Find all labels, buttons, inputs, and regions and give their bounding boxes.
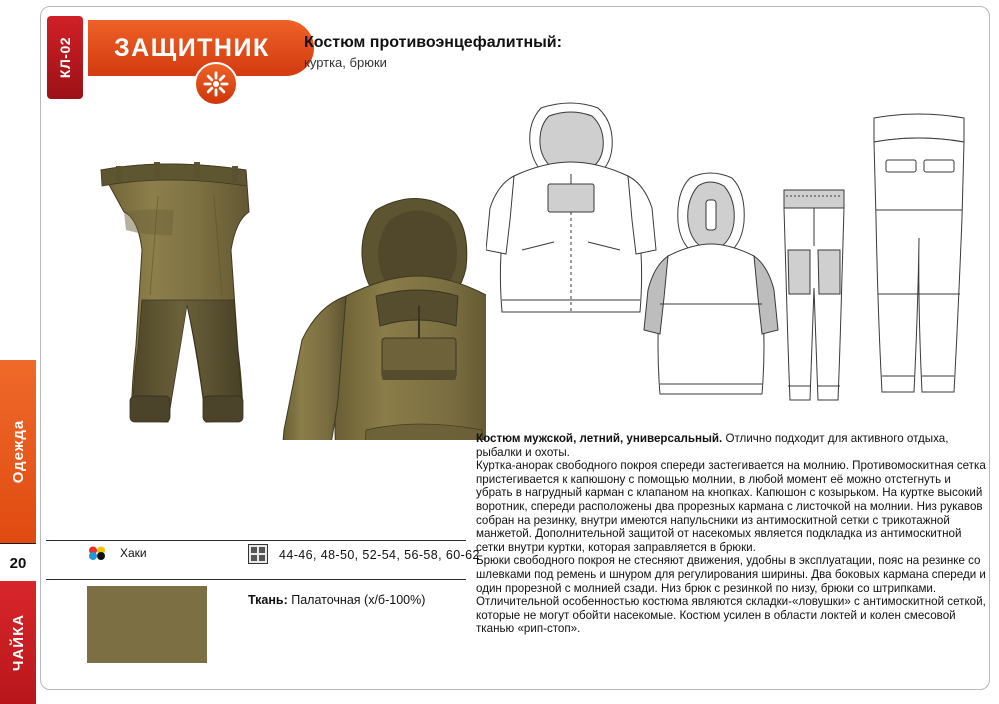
description-paragraph-2: Брюки свободного покроя не стесняют движения, удобны в эксплуатации, пояс на резинке со шлевками под ремень и шнуром для регулирования ширины. Два боковых кармана спереди и один прорезной с молнией сзади. Низ брюк с резинкой по низу, брюки со штрипками.: [476, 554, 986, 595]
technical-drawings: [486, 100, 986, 430]
page-number: 20: [0, 543, 36, 583]
page-content: [36, 0, 999, 704]
drawing-pants-front: [784, 190, 844, 400]
description-block: [476, 432, 986, 636]
description-lead: [476, 432, 986, 459]
description-lead-bold: Костюм мужской, летний, универсальный.: [476, 432, 723, 445]
description-lead-rest: Отлично подходит для активного отдыха, рыбалки и охоты.: [476, 432, 949, 459]
rail-category-band: [0, 360, 36, 543]
fabric-value: Палаточная (х/б-100%): [291, 593, 426, 607]
product-code-badge: [47, 16, 83, 99]
page-subtitle: куртка, брюки: [304, 55, 387, 70]
color-label: Хаки: [120, 546, 147, 560]
drawing-jacket-back: [644, 173, 778, 394]
rail-category-label: Одежда: [9, 419, 27, 484]
series-banner-label: ЗАЩИТНИК: [114, 33, 270, 62]
rail-blank-top: [0, 0, 36, 360]
left-rail: [0, 0, 36, 704]
page-title-block: [304, 34, 804, 70]
color-swatch: [87, 586, 207, 663]
product-code-label: КЛ-02: [57, 36, 73, 79]
product-photos: [46, 100, 486, 440]
sizes-value: 44-46, 48-50, 52-54, 56-58, 60-62: [279, 548, 480, 562]
spec-divider-bottom: [46, 579, 466, 580]
size-chart-icon: [248, 544, 268, 564]
description-paragraph-1: Куртка-анорак свободного покроя спереди застегивается на молнию. Противомоскитная сетка пристегивается к капюшону с помощью молнии, в любой момент её можно отстегнуть и убрать в нагрудный карман с клапаном на кнопках. Капюшон с козырьком. На куртке высокий воротник, спереди расположены два прорезных кармана с листочкой на молнии. Низ рукавов собран на резинку, внутри имеются напульсники из антимоскитной сетки с трикотажной манжетой. Дополнительной защитой от насекомых является подкладка из антимоскитной сетки внутри куртки, которая заправляется в брюки.: [476, 459, 986, 554]
color-wheel-icon: [87, 546, 113, 560]
rail-brand-label: ЧАЙКА: [9, 613, 27, 672]
rail-brand-band: [0, 581, 36, 704]
page-title: Костюм противоэнцефалитный:: [304, 34, 562, 51]
fabric-row: [248, 593, 425, 607]
drawing-pants-back: [874, 114, 964, 392]
description-paragraph-3: Отличительной особенностью костюма являются складки-«ловушки» с антимоскитной сеткой, которые не могут обойти насекомые. Костюм усилен в области локтей и колен смесовой тканью «рип-стоп».: [476, 595, 986, 636]
fabric-label: Ткань:: [248, 593, 292, 607]
pants-photo: [101, 162, 249, 422]
jacket-photo: [280, 198, 486, 440]
spec-divider-top: [46, 540, 466, 541]
drawing-jacket-front: [486, 103, 656, 312]
